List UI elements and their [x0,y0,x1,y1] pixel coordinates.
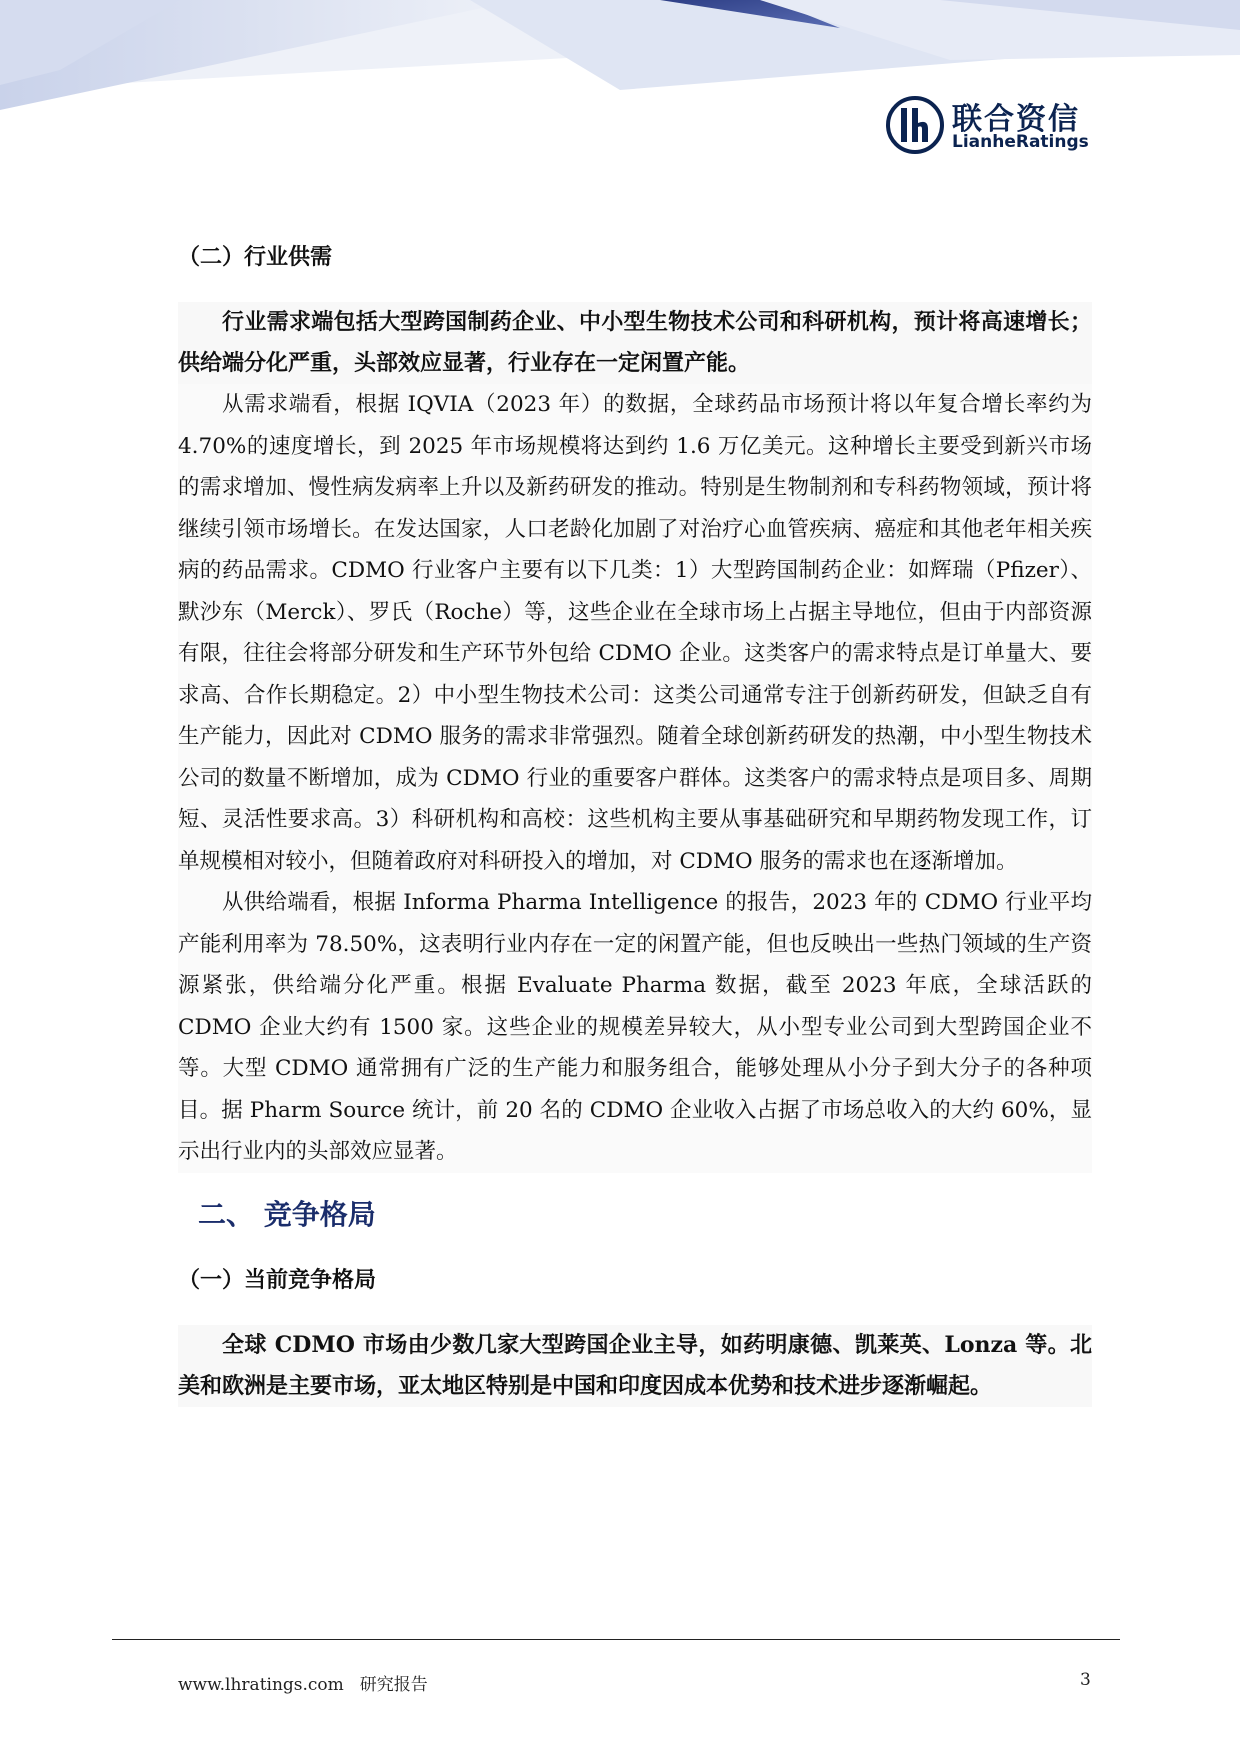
lianhe-logo-icon [886,96,944,154]
report-body [178,240,1092,1407]
brand-logo [886,96,1106,160]
brand-name-en: LianheRatings [952,132,1089,152]
demand-paragraph: 从需求端看，根据 IQVIA（2023 年）的数据，全球药品市场预计将以年复合增长率约为 4.70%的速度增长，到 2025 年市场规模将达到约 1.6 万亿美元。这种增长主要受到新兴市场的需求增加、慢性病发病率上升以及新药研发的推动。特别是生物制剂和专科药物领域，预计将继续引领市场增长。在发达国家，人口老龄化加剧了对治疗心血管疾病、癌症和其他老年相关疾病的药品需求。CDMO 行业客户主要有以下几类：1）大型跨国制药企业：如辉瑞（Pfizer）、默沙东（Merck）、罗氏（Roche）等，这些企业在全球市场上占据主导地位，但由于内部资源有限，往往会将部分研发和生产环节外包给 CDMO 企业。这类客户的需求特点是订单量大、要求高、合作长期稳定。2）中小型生物技术公司：这类公司通常专注于创新药研发，但缺乏自有生产能力，因此对 CDMO 服务的需求非常强烈。随着全球创新药研发的热潮，中小型生物技术公司的数量不断增加，成为 CDMO 行业的重要客户群体。这类客户的需求特点是项目多、周期短、灵活性要求高。3）科研机构和高校：这些机构主要从事基础研究和早期药物发现工作，订单规模相对较小，但随着政府对科研投入的增加，对 CDMO 服务的需求也在逐渐增加。 [178,384,1092,882]
footer-website-link[interactable]: www.lhratings.com [178,1675,344,1695]
supply-demand-summary: 行业需求端包括大型跨国制药企业、中小型生物技术公司和科研机构，预计将高速增长；供给端分化严重，头部效应显著，行业存在一定闲置产能。 [178,302,1092,384]
sub-heading-current-competition: （一）当前竞争格局 [178,1267,377,1293]
brand-name-cn: 联合资信 [952,102,1080,137]
competition-summary: 全球 CDMO 市场由少数几家大型跨国企业主导，如药明康德、凯莱英、Lonza 等。北美和欧洲是主要市场，亚太地区特别是中国和印度因成本优势和技术进步逐渐崛起。 [178,1325,1092,1407]
supply-paragraph: 从供给端看，根据 Informa Pharma Intelligence 的报告，2023 年的 CDMO 行业平均产能利用率为 78.50%，这表明行业内存在一定的闲置产能，但也反映出一些热门领域的生产资源紧张，供给端分化严重。根据 Evaluate Pharma 数据，截至 2023 年底，全球活跃的 CDMO 企业大约有 1500 家。这些企业的规模差异较大，从小型专业公司到大型跨国企业不等。大型 CDMO 通常拥有广泛的生产能力和服务组合，能够处理从小分子到大分子的各种项目。据 Pharm Source 统计，前 20 名的 CDMO 企业收入占据了市场总收入的大约 60%，显示出行业内的头部效应显著。 [178,882,1092,1173]
section-heading-competition: 二、 竞争格局 [198,1197,376,1231]
footer-divider [112,1639,1120,1640]
footer-doc-type: 研究报告 [359,1675,428,1695]
footer-info [178,1670,428,1695]
section-heading-supply-demand: （二）行业供需 [178,245,333,270]
page-number: 3 [1080,1670,1091,1690]
